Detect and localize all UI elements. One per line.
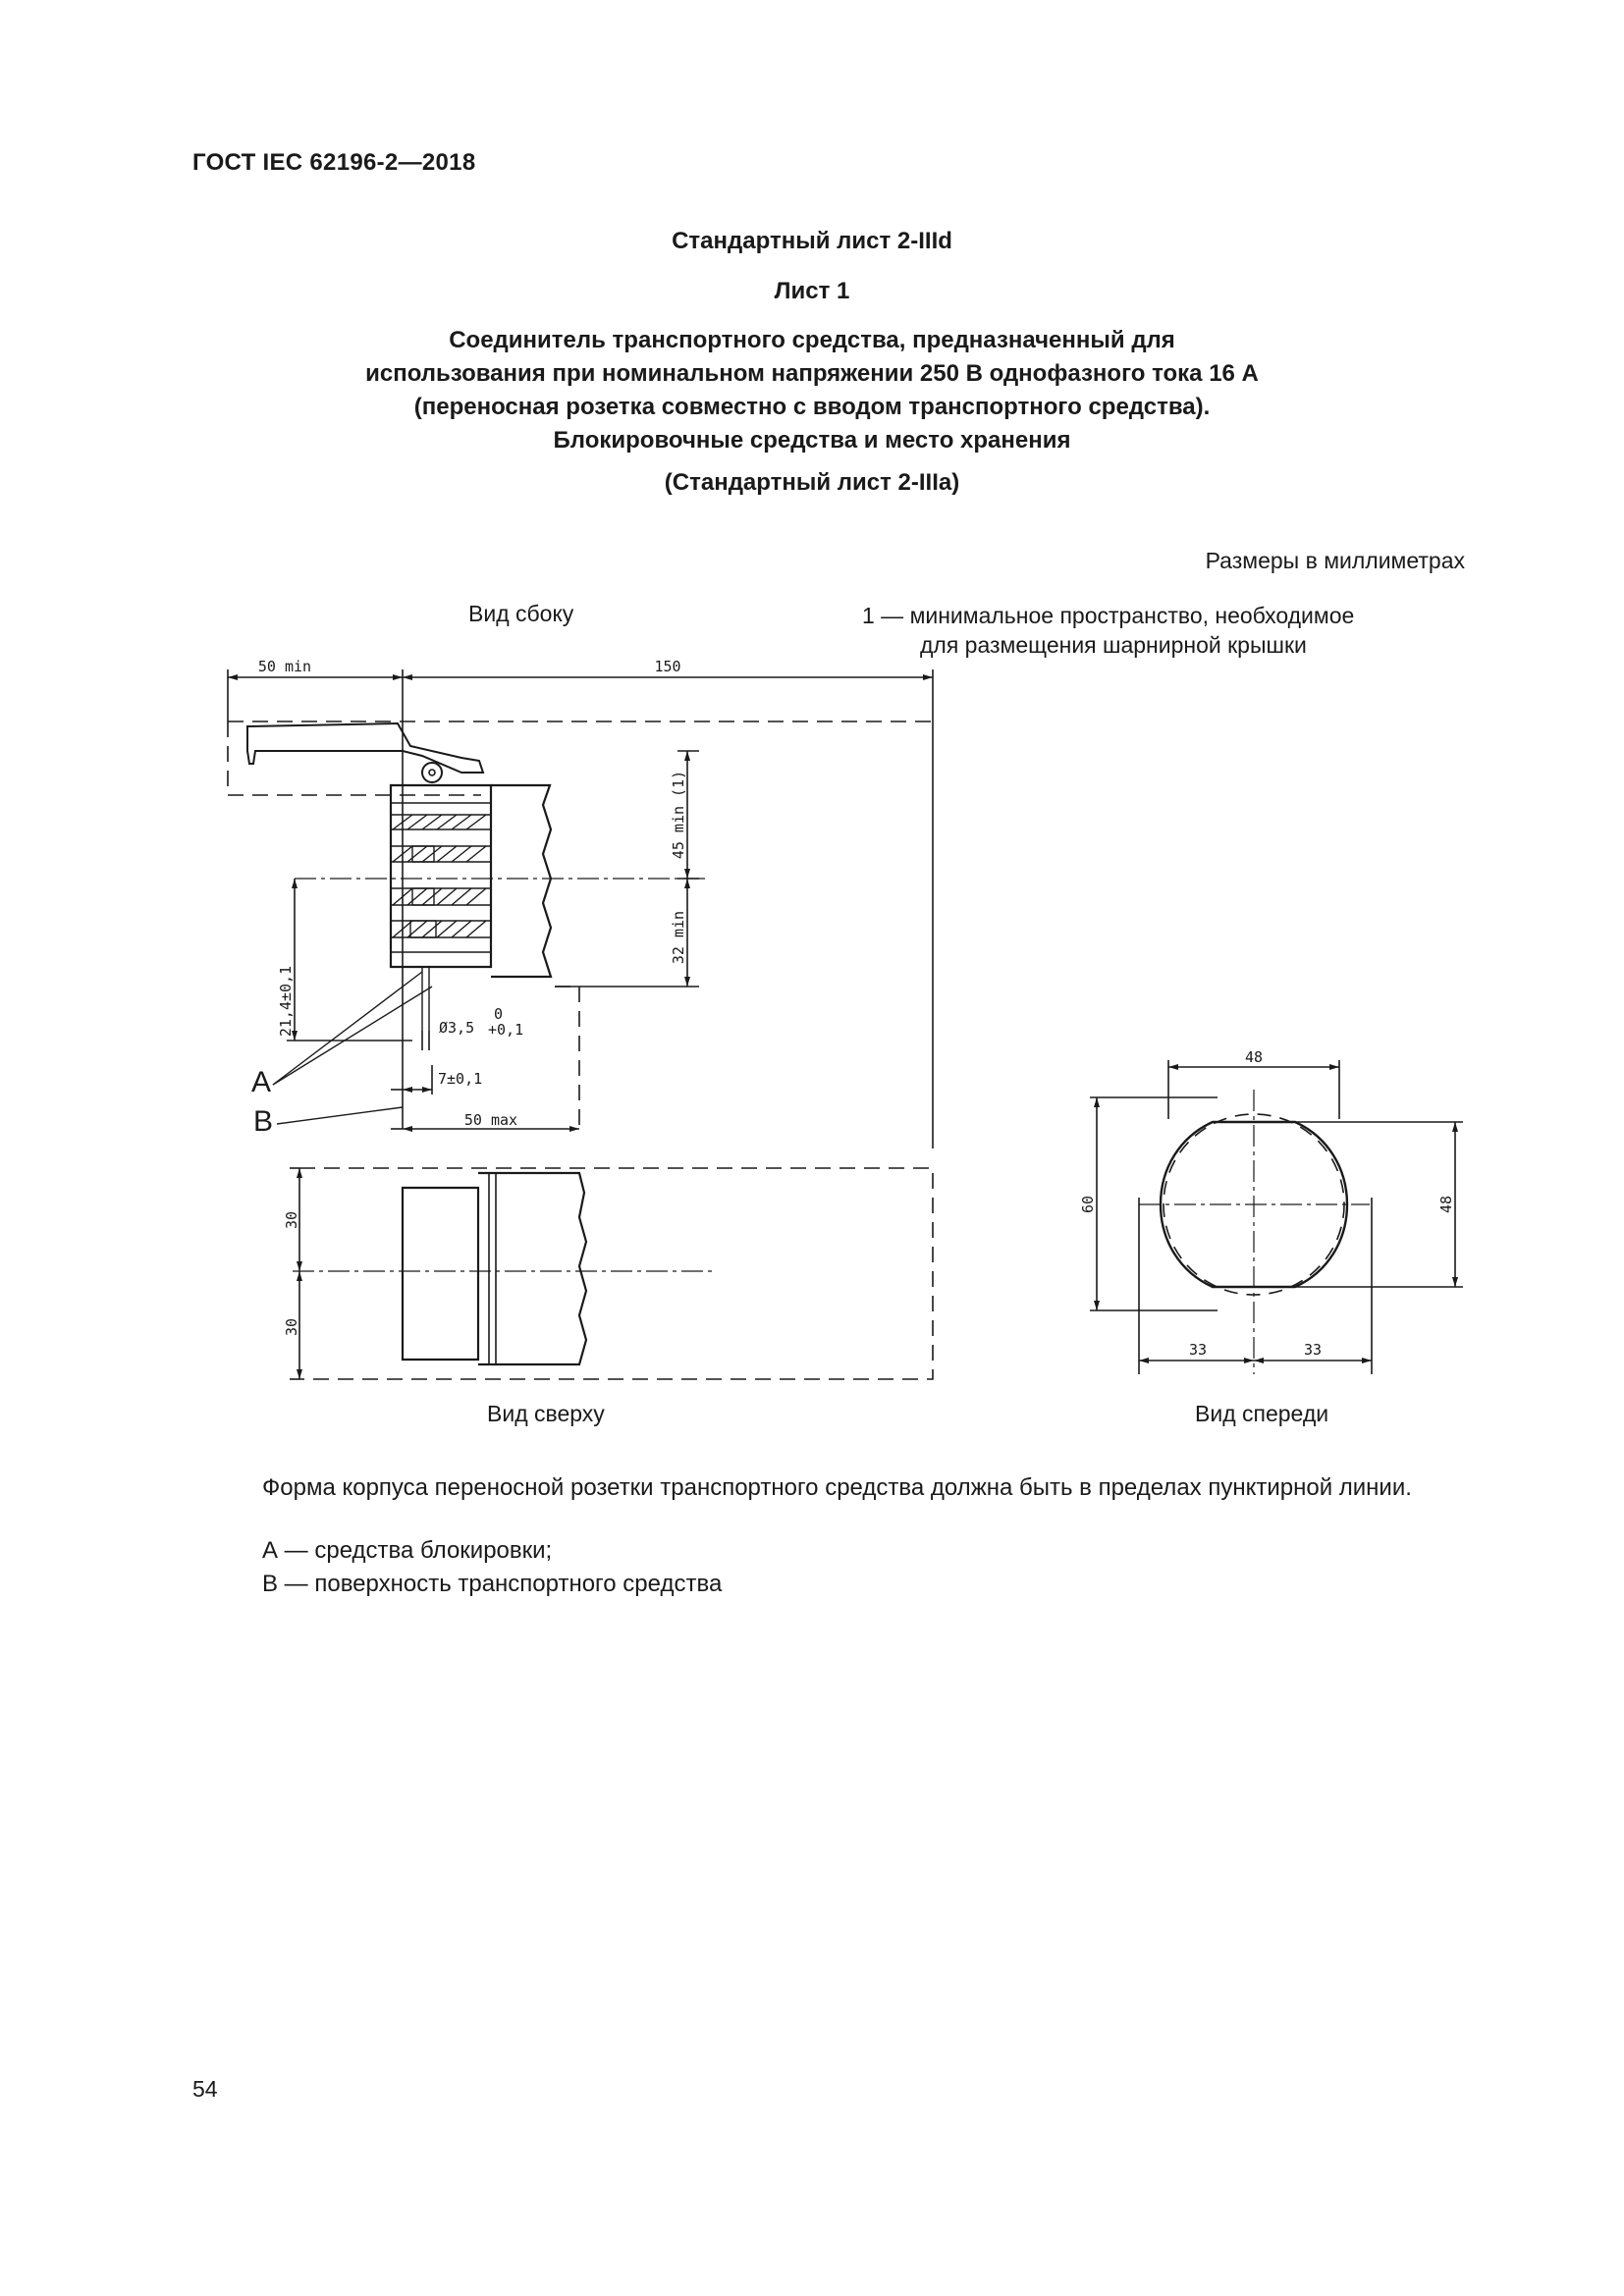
dimension-label: 32 min xyxy=(670,910,687,965)
main-title-line: (переносная розетка совместно с вводом транспортного средства). xyxy=(413,394,1211,420)
page-number: 54 xyxy=(192,2076,218,2102)
side-view-label: Вид сбоку xyxy=(468,601,574,626)
dimension-label: 33 xyxy=(1303,1341,1323,1359)
main-title-line: использования при номинальном напряжении 250 В однофазного тока 16 А xyxy=(365,360,1259,387)
dimension-label: 33 xyxy=(1188,1341,1208,1359)
dimension-label: 60 xyxy=(1079,1195,1097,1214)
legend-item-b: В — поверхность транспортного средства xyxy=(262,1571,723,1597)
body-paragraph xyxy=(192,1470,1508,1505)
dimension-label: 50 max xyxy=(463,1111,518,1129)
dimension-tolerance: +0,1 xyxy=(488,1021,524,1039)
units-note: Размеры в миллиметрах xyxy=(1205,548,1465,573)
top-view xyxy=(283,1168,933,1379)
figure-note-line: 1 — минимальное пространство, необходимое xyxy=(862,603,1355,628)
dimension-label: 150 xyxy=(654,658,681,675)
callout-a: A xyxy=(251,1066,272,1098)
dimension-label: 50 min xyxy=(257,658,312,675)
front-view-label: Вид спереди xyxy=(1195,1401,1329,1426)
dimension-label: 21,4±0,1 xyxy=(277,965,295,1038)
document-code: ГОСТ IEC 62196-2—2018 xyxy=(192,149,476,176)
hole-dimension xyxy=(251,1005,523,1138)
callout-b: B xyxy=(253,1105,274,1138)
front-view xyxy=(1079,1048,1463,1374)
dimension-tolerance: 0 xyxy=(494,1005,504,1023)
dimension-label: Ø3,5 xyxy=(439,1019,475,1037)
dimension-label: 30 xyxy=(283,1210,300,1230)
main-title-line: Соединитель транспортного средства, предназначенный для xyxy=(449,327,1175,353)
paragraph-text: Форма корпуса переносной розетки транспортного средства должна быть в пределах пунктирной линии. xyxy=(262,1474,1412,1501)
sheet-reference: (Стандартный лист 2-IIIa) xyxy=(664,469,960,496)
dimension-label: 48 xyxy=(1437,1195,1455,1214)
dimension-label: 30 xyxy=(283,1317,300,1337)
main-title-line: Блокировочные средства и место хранения xyxy=(553,427,1071,454)
sheet-title: Стандартный лист 2-IIId xyxy=(672,228,952,254)
dimension-label: 7±0,1 xyxy=(438,1070,483,1088)
dimension-label: 48 xyxy=(1244,1048,1264,1066)
dimension-label: 45 min (1) xyxy=(670,770,687,860)
legend-item-a: А — средства блокировки; xyxy=(262,1537,553,1564)
sheet-number: Лист 1 xyxy=(774,278,850,304)
top-view-label: Вид сверху xyxy=(487,1401,605,1426)
figure-note-line: для размещения шарнирной крышки xyxy=(920,632,1307,658)
